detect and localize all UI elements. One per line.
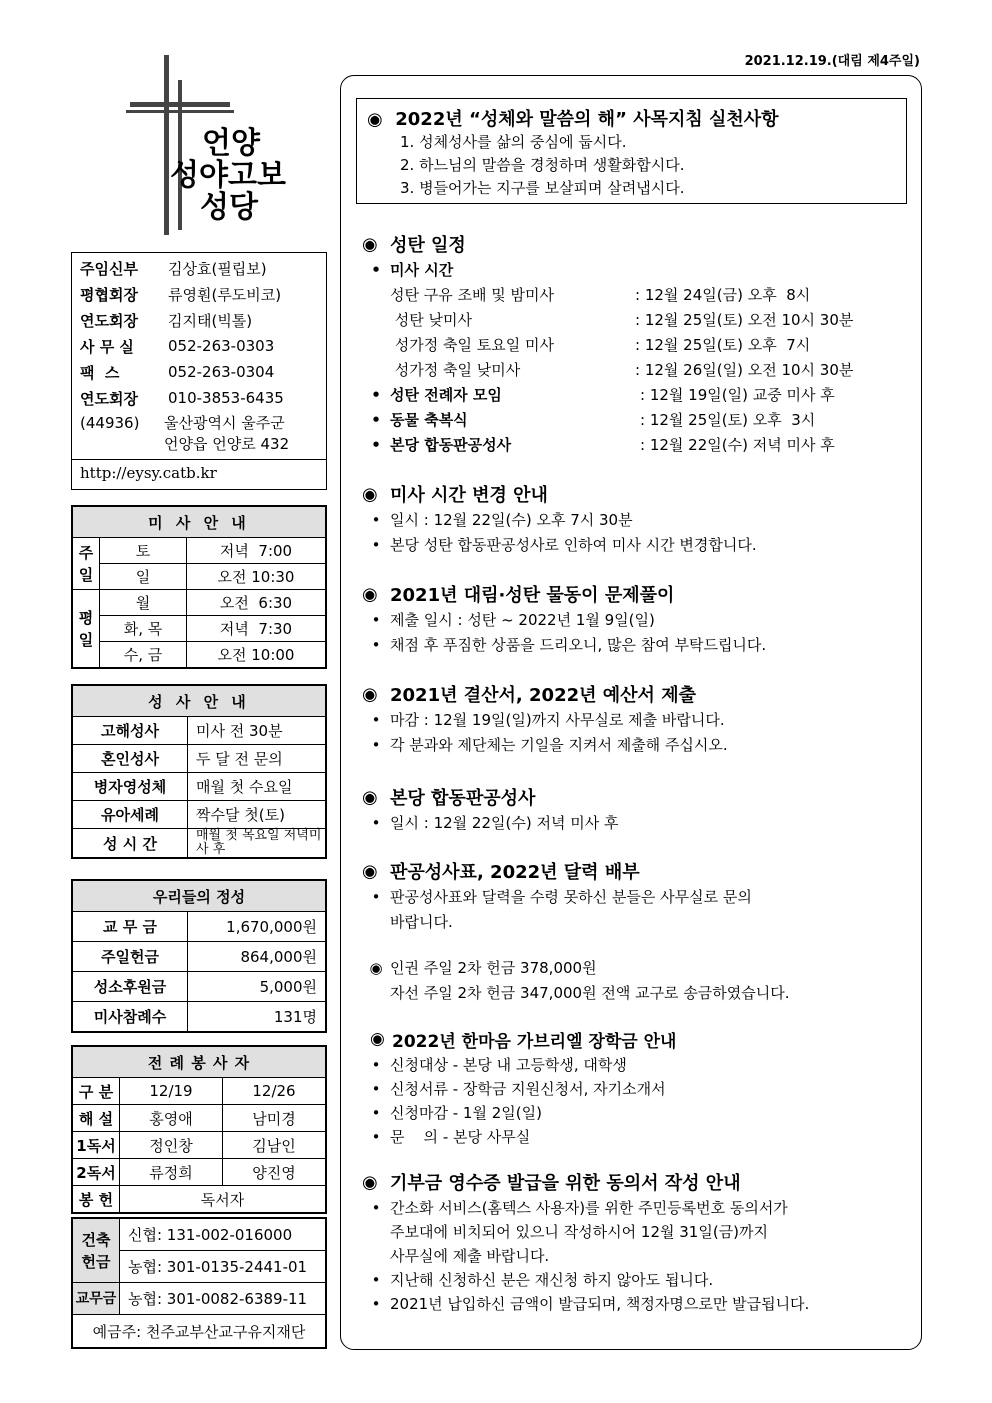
logo-line3: 성당 bbox=[200, 190, 258, 225]
bulletin-date: 2021.12.19.(대림 제4주일) bbox=[744, 54, 920, 69]
servers-header-label: 구 분 bbox=[73, 1078, 120, 1105]
bank-accounts bbox=[71, 1217, 327, 1349]
servers-role: 봉 헌 bbox=[73, 1186, 120, 1213]
sacrament-value: 짝수달 첫(토) bbox=[188, 801, 326, 829]
notice-item: 인권 주일 2차 헌금 378,000원 bbox=[390, 959, 597, 977]
dot-icon: • bbox=[371, 1080, 381, 1098]
event-label: 본당 합동판공성사 bbox=[390, 436, 512, 454]
notice-item: 채점 후 푸짐한 상품을 드리오니, 많은 참여 부탁드립니다. bbox=[390, 636, 767, 654]
logo-line1: 언양 bbox=[202, 126, 260, 161]
schedule-label: 성가정 축일 낮미사 bbox=[390, 361, 521, 379]
offering-value: 1,670,000원 bbox=[188, 912, 326, 942]
notice-item: 각 분과와 제단체는 기일을 지켜서 제출해 주십시오. bbox=[390, 736, 728, 754]
mass-time: 저녁 7:00 bbox=[187, 538, 326, 564]
offering-value: 131명 bbox=[188, 1002, 326, 1032]
mass-title: 미 사 안 내 bbox=[73, 507, 326, 538]
servers-title: 전 례 봉 사 자 bbox=[73, 1047, 326, 1078]
christmas-schedule bbox=[362, 230, 922, 458]
schedule-label: 성탄 낮미사 bbox=[390, 311, 472, 329]
servers-name: 남미경 bbox=[223, 1105, 326, 1132]
bullet-icon: ◉ bbox=[362, 683, 378, 705]
offering-label: 주일헌금 bbox=[73, 942, 188, 972]
sacrament-value: 매월 첫 목요일 저녁미사 후 bbox=[188, 829, 326, 858]
notice-item: 신청마감 - 1월 2일(일) bbox=[390, 1104, 542, 1122]
servers-role: 2독서 bbox=[73, 1159, 120, 1186]
build-account-2: 농협: 301-0135-2441-01 bbox=[120, 1251, 326, 1283]
mass-day: 화, 목 bbox=[100, 616, 187, 642]
servers-name: 독서자 bbox=[120, 1186, 326, 1213]
mass-schedule bbox=[71, 505, 327, 669]
event-label: 성탄 전례자 모임 bbox=[390, 386, 502, 404]
quiz-notice bbox=[362, 580, 922, 658]
bullet-icon: ◉ bbox=[362, 860, 378, 882]
offering-value: 864,000원 bbox=[188, 942, 326, 972]
sacrament-label: 병자영성체 bbox=[73, 773, 188, 801]
dot-icon: • bbox=[371, 511, 381, 529]
scholarship-notice bbox=[362, 1025, 922, 1149]
servers-name: 홍영애 bbox=[120, 1105, 223, 1132]
address-line2: 언양읍 언양로 432 bbox=[164, 435, 290, 453]
servers-name: 양진영 bbox=[223, 1159, 326, 1186]
bullet-icon: ◉ bbox=[362, 1171, 378, 1193]
notice-item-cont: 자선 주일 2차 헌금 347,000원 전액 교구로 송금하였습니다. bbox=[390, 984, 790, 1002]
bullet-icon: ◉ bbox=[362, 483, 378, 505]
build-label: 건축 헌금 bbox=[73, 1219, 120, 1283]
parish-url[interactable]: http://eysy.catb.kr bbox=[72, 459, 326, 482]
servers-date: 12/19 bbox=[120, 1078, 223, 1105]
notice-item: 신청서류 - 장학금 지원신청서, 자기소개서 bbox=[390, 1080, 666, 1098]
pastoral-guidelines bbox=[356, 98, 907, 204]
dot-icon: • bbox=[371, 261, 381, 279]
section-title: 2021년 결산서, 2022년 예산서 제출 bbox=[390, 685, 696, 706]
sacrament-value: 두 달 전 문의 bbox=[188, 745, 326, 773]
bullet-icon: ◉ bbox=[370, 1029, 385, 1049]
notice-item: 일시 : 12월 22일(수) 오후 7시 30분 bbox=[390, 511, 633, 529]
dot-icon: • bbox=[371, 814, 381, 832]
gyomu-account: 농협: 301-0082-6389-11 bbox=[120, 1283, 326, 1315]
info-label: 사 무 실 bbox=[80, 337, 134, 356]
sacrament-value: 미사 전 30분 bbox=[188, 717, 326, 745]
gyomu-label: 교무금 bbox=[73, 1283, 120, 1315]
weekday-label: 평일 bbox=[73, 590, 100, 668]
offering-label: 미사참례수 bbox=[73, 1002, 188, 1032]
servers-date: 12/26 bbox=[223, 1078, 326, 1105]
sacrament-label: 혼인성사 bbox=[73, 745, 188, 773]
confession-notice bbox=[362, 783, 922, 836]
schedule-value: : 12월 26일(일) 오전 10시 30분 bbox=[635, 361, 854, 379]
notice-item: 문 의 - 본당 사무실 bbox=[390, 1128, 531, 1146]
bullet-icon: ◉ bbox=[362, 233, 378, 255]
mass-time: 오전 10:00 bbox=[187, 642, 326, 668]
zip-code: (44936) bbox=[80, 414, 140, 432]
build-account-1: 신협: 131-002-016000 bbox=[120, 1219, 326, 1251]
dot-icon: • bbox=[371, 536, 381, 554]
notice-item: 간소화 서비스(홈텍스 사용자)를 위한 주민등록번호 동의서가 bbox=[390, 1199, 788, 1217]
section-title: 성탄 일정 bbox=[390, 235, 466, 256]
parish-logo bbox=[120, 50, 320, 240]
dot-icon: • bbox=[371, 1128, 381, 1146]
notice-item-cont: 바랍니다. bbox=[390, 913, 453, 931]
account-holder: 예금주: 천주교부산교구유지재단 bbox=[73, 1315, 326, 1348]
dot-icon: • bbox=[371, 611, 381, 629]
mass-time: 저녁 7:30 bbox=[187, 616, 326, 642]
bullet-icon: ◉ bbox=[362, 583, 378, 605]
pastoral-title: ◉ 2022년 “성체와 말씀의 해” 사목지침 실천사항 bbox=[367, 109, 779, 130]
dot-icon: • bbox=[371, 736, 381, 754]
event-label: 동물 축복식 bbox=[390, 411, 468, 429]
notice-item: 마감 : 12월 19일(일)까지 사무실로 제출 바랍니다. bbox=[390, 711, 725, 729]
sacrament-value: 매월 첫 수요일 bbox=[188, 773, 326, 801]
bullet-icon: ◉ bbox=[369, 959, 383, 977]
sacrament-label: 고해성사 bbox=[73, 717, 188, 745]
event-value: : 12월 19일(일) 교중 미사 후 bbox=[640, 386, 835, 404]
dot-icon: • bbox=[371, 888, 381, 906]
dot-icon: • bbox=[371, 636, 381, 654]
event-value: : 12월 25일(토) 오후 3시 bbox=[640, 411, 816, 429]
liturgy-servers bbox=[71, 1045, 327, 1214]
servers-role: 해 설 bbox=[73, 1105, 120, 1132]
budget-notice bbox=[362, 680, 922, 758]
mass-time: 오전 10:30 bbox=[187, 564, 326, 590]
mass-time: 오전 6:30 bbox=[187, 590, 326, 616]
notice-item-cont: 사무실에 제출 바랍니다. bbox=[390, 1247, 550, 1265]
dot-icon: • bbox=[371, 1271, 381, 1289]
mass-change-notice bbox=[362, 480, 922, 558]
pastoral-item: 1. 성체성사를 삶의 중심에 둡시다. bbox=[400, 133, 627, 151]
servers-name: 정인창 bbox=[120, 1132, 223, 1159]
sunday-label: 주일 bbox=[73, 538, 100, 590]
section-title: 본당 합동판공성사 bbox=[390, 788, 536, 809]
mass-time-label: 미사 시간 bbox=[390, 261, 454, 279]
pastoral-item: 3. 병들어가는 지구를 보살피며 살려냅시다. bbox=[400, 179, 685, 197]
dot-icon: • bbox=[371, 436, 381, 454]
receipt-notice bbox=[362, 1168, 922, 1316]
mass-day: 토 bbox=[100, 538, 187, 564]
section-title: 2022년 한마음 가브리엘 장학금 안내 bbox=[392, 1031, 677, 1052]
schedule-value: : 12월 25일(토) 오전 10시 30분 bbox=[635, 311, 854, 329]
notice-item: 판공성사표와 달력을 수령 못하신 분들은 사무실로 문의 bbox=[390, 888, 752, 906]
dot-icon: • bbox=[371, 386, 381, 404]
donation-notice bbox=[362, 956, 922, 1006]
notice-item: 제출 일시 : 성탄 ~ 2022년 1월 9일(일) bbox=[390, 611, 655, 629]
pastoral-item: 2. 하느님의 말씀을 경청하며 생활화합시다. bbox=[400, 156, 685, 174]
info-value: 김상효(필립보) bbox=[168, 259, 267, 278]
info-label: 연도회장 bbox=[80, 389, 138, 408]
schedule-label: 성가정 축일 토요일 미사 bbox=[390, 336, 554, 354]
notice-item: 신청대상 - 본당 내 고등학생, 대학생 bbox=[390, 1056, 627, 1074]
notice-item-cont: 주보대에 비치되어 있으니 작성하시어 12월 31일(금)까지 bbox=[390, 1223, 769, 1241]
section-title: 기부금 영수증 발급을 위한 동의서 작성 안내 bbox=[390, 1173, 741, 1194]
dot-icon: • bbox=[371, 1056, 381, 1074]
offering-label: 교 무 금 bbox=[73, 912, 188, 942]
schedule-value: : 12월 24일(금) 오후 8시 bbox=[635, 286, 811, 304]
sacraments-title: 성 사 안 내 bbox=[73, 686, 326, 717]
servers-role: 1독서 bbox=[73, 1132, 120, 1159]
servers-name: 류정희 bbox=[120, 1159, 223, 1186]
sacrament-label: 유아세례 bbox=[73, 801, 188, 829]
dot-icon: • bbox=[371, 1104, 381, 1122]
address-line1: 울산광역시 울주군 bbox=[164, 414, 285, 432]
dot-icon: • bbox=[371, 1199, 381, 1217]
section-title: 판공성사표, 2022년 달력 배부 bbox=[390, 862, 640, 883]
mass-day: 월 bbox=[100, 590, 187, 616]
offering-title: 우리들의 정성 bbox=[73, 881, 326, 912]
mass-day: 일 bbox=[100, 564, 187, 590]
calendar-notice bbox=[362, 857, 922, 935]
bullet-icon: ◉ bbox=[362, 786, 378, 808]
dot-icon: • bbox=[371, 411, 381, 429]
sacrament-label: 성 시 간 bbox=[73, 829, 188, 858]
event-value: : 12월 22일(수) 저녁 미사 후 bbox=[640, 436, 835, 454]
section-title: 2021년 대림·성탄 물동이 문제풀이 bbox=[390, 585, 675, 606]
notice-item: 일시 : 12월 22일(수) 저녁 미사 후 bbox=[390, 814, 619, 832]
info-value: 류영훤(루도비코) bbox=[168, 285, 282, 304]
notice-item: 본당 성탄 합동판공성사로 인하여 미사 시간 변경합니다. bbox=[390, 536, 757, 554]
info-value: 052-263-0304 bbox=[168, 363, 275, 381]
logo-line2: 성야고보 bbox=[170, 158, 286, 193]
offering-info bbox=[71, 879, 327, 1033]
notice-item: 지난해 신청하신 분은 재신청 하지 않아도 됩니다. bbox=[390, 1271, 714, 1289]
info-value: 052-263-0303 bbox=[168, 337, 275, 355]
section-title: 미사 시간 변경 안내 bbox=[390, 485, 548, 506]
offering-value: 5,000원 bbox=[188, 972, 326, 1002]
offering-label: 성소후원금 bbox=[73, 972, 188, 1002]
parish-info bbox=[71, 252, 327, 490]
info-label: 주임신부 bbox=[80, 259, 138, 278]
sacraments-info bbox=[71, 684, 327, 859]
notice-item: 2021년 납입하신 금액이 발급되며, 책정자명으로만 발급됩니다. bbox=[390, 1295, 810, 1313]
dot-icon: • bbox=[371, 1295, 381, 1313]
info-value: 010-3853-6435 bbox=[168, 389, 284, 407]
info-label: 평협회장 bbox=[80, 285, 138, 304]
info-label: 연도회장 bbox=[80, 311, 138, 330]
info-value: 김지태(빅톨) bbox=[168, 311, 253, 330]
dot-icon: • bbox=[371, 711, 381, 729]
mass-day: 수, 금 bbox=[100, 642, 187, 668]
schedule-label: 성탄 구유 조배 및 밤미사 bbox=[390, 286, 554, 304]
servers-name: 김남인 bbox=[223, 1132, 326, 1159]
schedule-value: : 12월 25일(토) 오후 7시 bbox=[635, 336, 811, 354]
info-label: 팩 스 bbox=[80, 363, 120, 382]
